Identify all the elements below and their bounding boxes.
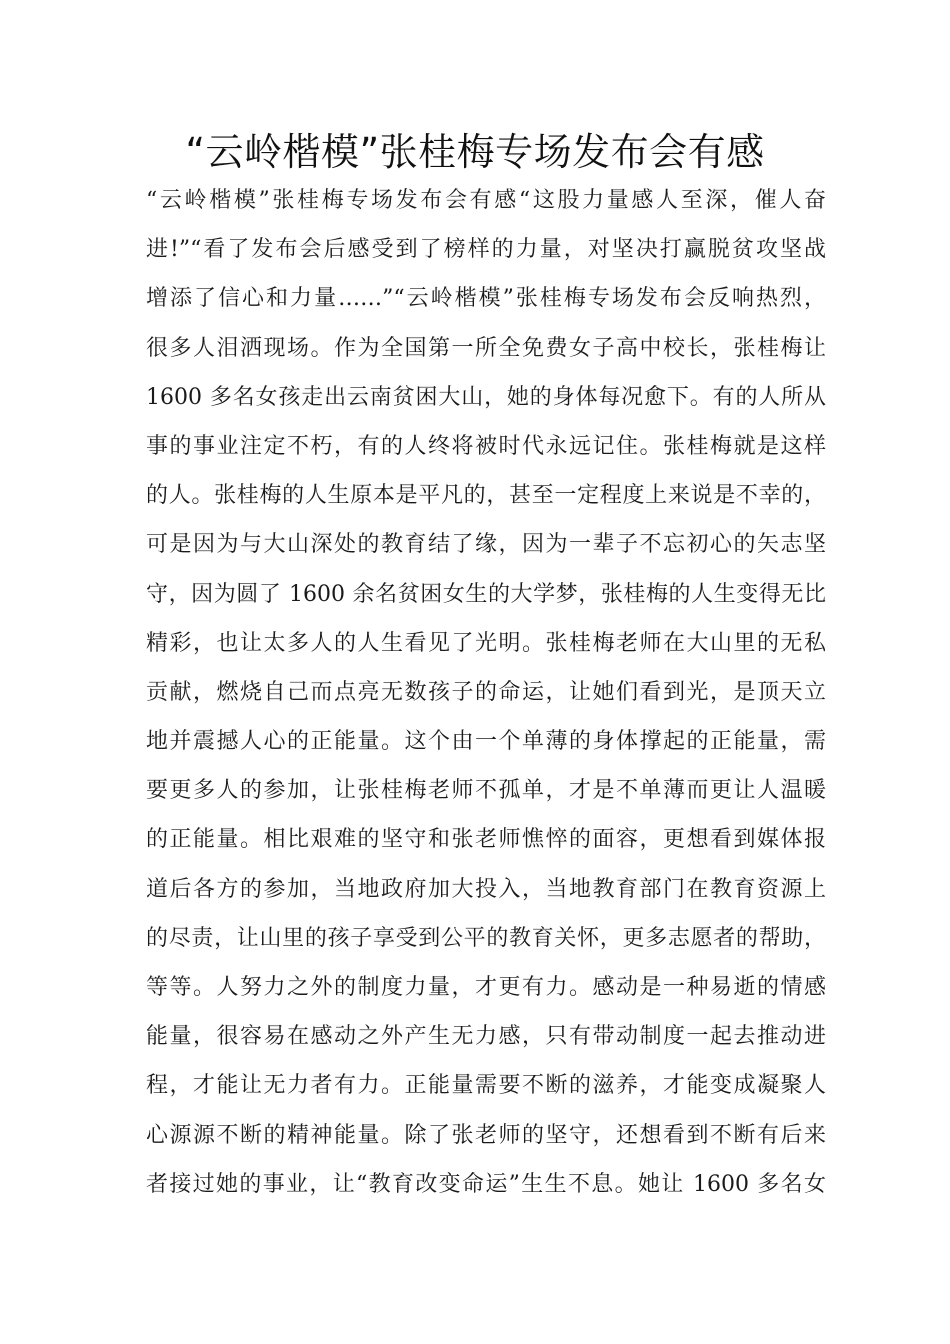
body-line: 增添了信心和力量……”“云岭楷模”张桂梅专场发布会反响热烈， xyxy=(146,286,826,312)
body-line: 程，才能让无力者有力。正能量需要不断的滋养，才能变成凝聚人 xyxy=(146,1073,826,1099)
body-line: 事的事业注定不朽，有的人终将被时代永远记住。张桂梅就是这样 xyxy=(146,433,826,459)
document-title: “云岭楷模”张桂梅专场发布会有感 xyxy=(185,130,765,174)
body-line: 可是因为与大山深处的教育结了缘，因为一辈子不忘初心的矢志坚 xyxy=(146,532,826,558)
body-line: 守，因为圆了 1600 余名贫困女生的大学梦，张桂梅的人生变得无比 xyxy=(146,581,826,607)
body-line: 等等。人努力之外的制度力量，才更有力。感动是一种易逝的情感 xyxy=(146,975,826,1000)
body-line: 心源源不断的精神能量。除了张老师的坚守，还想看到不断有后来 xyxy=(146,1122,826,1148)
body-line: 者接过她的事业，让“教育改变命运”生生不息。她让 1600 多名女 xyxy=(146,1171,826,1197)
body-line: 的正能量。相比艰难的坚守和张老师憔悴的面容，更想看到媒体报 xyxy=(146,827,826,853)
body-line: 能量，很容易在感动之外产生无力感，只有带动制度一起去推动进 xyxy=(146,1024,826,1050)
body-line: “云岭楷模”张桂梅专场发布会有感“这股力量感人至深，催人奋 xyxy=(146,188,826,213)
body-line: 1600 多名女孩走出云南贫困大山，她的身体每况愈下。有的人所从 xyxy=(146,384,826,410)
body-line: 地并震撼人心的正能量。这个由一个单薄的身体撑起的正能量，需 xyxy=(146,729,826,755)
body-line: 要更多人的参加，让张桂梅老师不孤单，才是不单薄而更让人温暖 xyxy=(146,778,826,804)
body-line: 很多人泪洒现场。作为全国第一所全免费女子高中校长，张桂梅让 xyxy=(146,335,826,361)
body-line: 的尽责，让山里的孩子享受到公平的教育关怀，更多志愿者的帮助， xyxy=(146,925,826,951)
body-line: 贡献，燃烧自己而点亮无数孩子的命运，让她们看到光，是顶天立 xyxy=(146,679,826,705)
body-line: 道后各方的参加，当地政府加大投入，当地教育部门在教育资源上 xyxy=(146,876,826,902)
body-line: 进!”“看了发布会后感受到了榜样的力量，对坚决打赢脱贫攻坚战 xyxy=(146,237,826,263)
body-line: 的人。张桂梅的人生原本是平凡的，甚至一定程度上来说是不幸的， xyxy=(146,483,826,509)
document-body xyxy=(146,176,826,1209)
body-line: 精彩，也让太多人的人生看见了光明。张桂梅老师在大山里的无私 xyxy=(146,630,826,656)
